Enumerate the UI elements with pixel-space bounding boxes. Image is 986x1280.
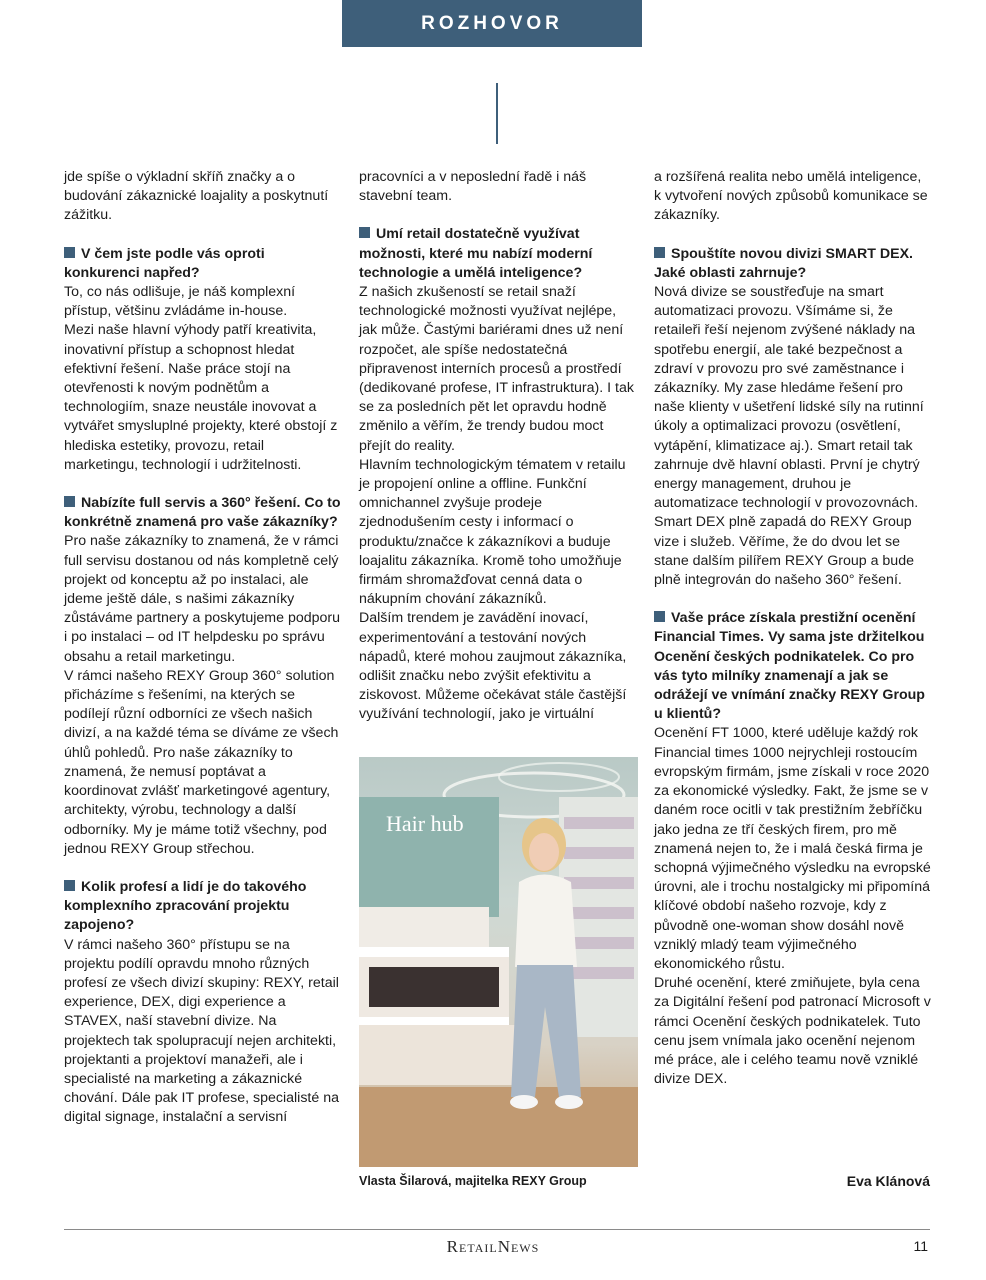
paragraph: Dalším trendem je zavádění inovací, experimentování a testování nových nápadů, které mohou zaujmout zákazníka, odlišit značku nebo zvýšit efektivitu a ziskovost. Můžeme očekávat stále častější využívání technologií, jako je virtuální: [359, 610, 627, 723]
paragraph: Z našich zkušeností se retail snaží technologické možnosti využívat nejlépe, jak může. Častými bariérami dnes už není rozpočet, ale spíše nedostatečná připravenost interních procesů a prostředí (dedikované profese, IT infrastruktura). I tak se za posledních pět let opravdu hodně změnilo a věřím, že trendy budou moct přejít do reality.: [359, 284, 634, 454]
photo-caption: Vlasta Šilarová, majitelka REXY Group: [359, 1174, 587, 1188]
author-name: Eva Klánová: [846, 1173, 930, 1189]
question-heading: Nabízíte full servis a 360° řešení. Co to konkrétně znamená pro vaše zákazníky?: [64, 495, 341, 531]
square-bullet-icon: [64, 496, 75, 507]
square-bullet-icon: [654, 247, 665, 258]
square-bullet-icon: [359, 227, 370, 238]
publication-logo: RetailNews: [446, 1237, 540, 1256]
column-1: [64, 168, 342, 1128]
section-header: ROZHOVOR: [342, 0, 642, 47]
paragraph: Ocenění FT 1000, které uděluje každý rok Financial times 1000 nejrychleji rostoucím evropským firmám, jsme získali v roce 2020 za ekonomické výsledky. Fakt, že jsme se v daném roce ocitli v tak prestižním žebříčku jako jedna ze tří českých firem, pro mě znamená nejen to, že i malá česká firma je schopná výjimečného výsledku na evropské úrovni, ale i trochu nostalgicky mi připomíná klíčové období našeho rozvoje, kdy z původně one-woman show dosáhl nově vzniklý mladý team výjimečného ekonomického růstu.: [654, 725, 931, 972]
paragraph: jde spíše o výkladní skříň značky a o budování zákaznické loajality a poskytnutí zážitku.: [64, 169, 329, 224]
paragraph: V rámci našeho REXY Group 360° solution přicházíme s řešeními, na kterých se podílejí různí odborníci ze všech našich divizí, a na každé téma se díváme ze všech úhlů pohledů. Pro naše zákazníky to znamená, že nemusí poptávat a koordinovat zvlášť marketingové agentury, architekty, výrobu, technology a další odborníky. My je máme totiž všechny, pod jednou REXY Group střechou.: [64, 667, 339, 857]
paragraph: To, co nás odlišuje, je náš komplexní přístup, většinu zvládáme in-house.: [64, 284, 296, 320]
square-bullet-icon: [64, 247, 75, 258]
column-2: [359, 168, 637, 725]
question-heading: Spouštíte novou divizi SMART DEX. Jaké oblasti zahrnuje?: [654, 245, 913, 281]
paragraph: Smart DEX plně zapadá do REXY Group vize i služeb. Věříme, že do dvou let se stane dalším pilířem REXY Group a bude plně integrován do našeho 360° řešení.: [654, 514, 914, 589]
column-3: [654, 168, 932, 1089]
paragraph: V rámci našeho 360° přístupu se na projektu podílí opravdu mnoho různých profesí ze všech divizí skupiny: REXY, retail experience, DEX, digi experience a STAVEX, naší stavební divize. Na projektech tak spolupracují nejen architekti, projektanti a projektoví manažeři, ale i specialisté na marketing a zákaznické chování. Dále pak IT profese, specialisté na digital signage, instalační a servisní: [64, 936, 339, 1126]
question-heading: Umí retail dostatečně využívat možnosti, které mu nabízí moderní technologie a umělá inteligence?: [359, 226, 593, 281]
square-bullet-icon: [654, 611, 665, 622]
store-photo-illustration: [359, 757, 638, 1167]
paragraph: Mezi naše hlavní výhody patří kreativita, inovativní přístup a schopnost hledat efektivní řešení. Naše práce stojí na otevřenosti k novým podnětům a technologiím, snaze neustále inovovat a vytvářet smysluplné projekty, které obstojí z hlediska estetiky, provozu, retail marketingu, technologií i udržitelnosti.: [64, 322, 338, 473]
paragraph: Pro naše zákazníky to znamená, že v rámci full servisu dostanou od nás kompletně celý projekt od konceptu až po instalaci, ale jdeme ještě dále, s našimi zákazníky zůstáváme partnery a poskytujeme podporu i po instalaci – od IT helpdesku po správu obsahu a retail marketingu.: [64, 533, 341, 665]
footer-divider: [64, 1229, 930, 1230]
hair-hub-sign: Hair hub: [386, 811, 464, 836]
paragraph: Druhé ocenění, které zmiňujete, byla cena za Digitální řešení pod patronací Microsoft v rámci Ocenění českých podnikatelek. Tuto cenu jsem vnímala jako ocenění nejenom mé práce, ale i celého teamu nově vzniklé divize DEX.: [654, 975, 931, 1088]
paragraph: a rozšířená realita nebo umělá inteligence, k vytvoření nových způsobů komunikace se zákazníky.: [654, 169, 928, 224]
square-bullet-icon: [64, 880, 75, 891]
question-heading: V čem jste podle vás oproti konkurenci napřed?: [64, 245, 265, 281]
paragraph: Hlavním technologickým tématem v retailu je propojení online a offline. Funkční omnichannel zvyšuje prodeje zjednodušením cesty i informací o produktu/značce k zákazníkovi a buduje loajalitu zákazníka. Kromě toho umožňuje firmám shromažďovat cenná data o nákupním chování zákazníků.: [359, 456, 626, 608]
page-number: 11: [913, 1238, 928, 1254]
question-heading: Kolik profesí a lidí je do takového komplexního zpracování projektu zapojeno?: [64, 878, 307, 934]
portrait-photo: [359, 757, 638, 1167]
question-heading: Vaše práce získala prestižní ocenění Financial Times. Vy sama jste držitelkou Ocenění českých podnikatelek. Co pro vás tyto milníky znamenají a jak se odrážejí ve vnímání značky REXY Group u klientů?: [654, 610, 925, 723]
paragraph: pracovníci a v neposlední řadě i náš stavební team.: [359, 169, 587, 205]
decorative-rule: [496, 83, 498, 144]
paragraph: Nová divize se soustřeďuje na smart automatizaci provozu. Všímáme si, že retaileři řeší nejenom zvýšené náklady na spotřebu energií, ale také bezpečnost a zdraví v provozu pro své zaměstnance i zákazníky. My zase hledáme řešení pro naše klienty v ušetření lidské síly na rutinní úkoly a optimalizaci provozu (osvětlení, vytápění, klimatizace aj.). Smart retail tak zahrnuje dvě hlavní oblasti. První je chytrý energy management, druhou je automatizace technologií v provozovnách.: [654, 284, 924, 512]
